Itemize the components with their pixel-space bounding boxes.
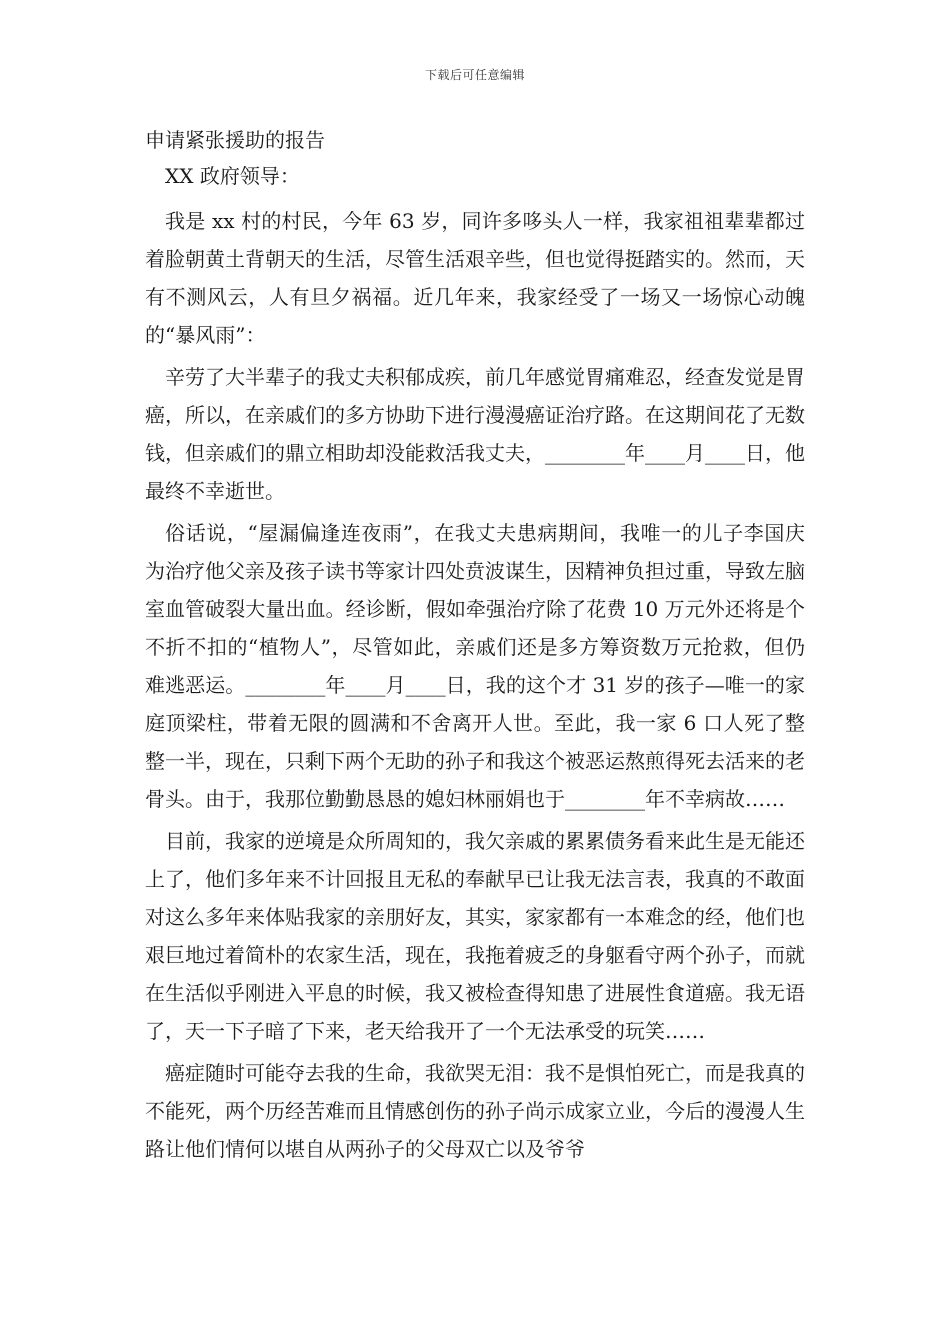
- document-body: [145, 122, 805, 1172]
- paragraph-husband: 辛劳了大半辈子的我丈夫积郁成疾，前几年感觉胃痛难忍，经查发觉是胃癌，所以，在亲戚们的多方协助下进行漫漫癌证治疗路。在这期间花了无数钱，但亲戚们的鼎立相助却没能救活我丈夫，________年____月____日，他最终不幸逝世。: [145, 365, 805, 503]
- paragraph-current-situation: 目前，我家的逆境是众所周知的，我欠亲戚的累累债务看来此生是无能还上了，他们多年来不计回报且无私的奉献早已让我无法言表，我真的不敢面对这么多年来体贴我家的亲朋好友，其实，家家都有一本难念的经，他们也艰巨地过着简朴的农家生活，现在，我拖着疲乏的身躯看守两个孙子，而就在生活似乎刚进入平息的时候，我又被检查得知患了进展性食道癌。我无语了，天一下子暗了下来，老天给我开了一个无法承受的玩笑……: [145, 829, 805, 1043]
- salutation: XX 政府领导：: [165, 164, 300, 188]
- paragraph-cancer: 癌症随时可能夺去我的生命，我欲哭无泪：我不是惧怕死亡，而是我真的不能死，两个历经苦难而且情感创伤的孙子尚示成家立业，今后的漫漫人生路让他们情何以堪自从两孙子的父母双亡以及爷爷: [145, 1061, 805, 1161]
- paragraph-intro: 我是 xx 村的村民，今年 63 岁，同许多哆头人一样，我家祖祖辈辈都过着脸朝黄土背朝天的生活，尽管生活艰辛些，但也觉得挺踏实的。然而，天有不测风云，人有旦夕祸福。近几年来，我家经受了一场又一场惊心动魄的“暴风雨”：: [145, 209, 805, 347]
- document-title: 申请紧张援助的报告: [145, 128, 325, 152]
- header-note: 下载后可任意编辑: [424, 68, 525, 82]
- paragraph-son: 俗话说，“屋漏偏逢连夜雨”，在我丈夫患病期间，我唯一的儿子李国庆为治疗他父亲及孩子读书等家计四处贲波谋生，因精神负担过重，导致左脑室血管破裂大量出血。经诊断，假如牵强治疗除了花费 10 万元外还将是个不折不扣的“植物人”，尽管如此，亲戚们还是多方筹资数万元抢救，但仍难逃恶运。________年____月____日，我的这个才 31 岁的孩子—唯一的家庭顶梁柱，带着无限的圆满和不舍离开人世。至此，我一家 6 口人死了整整一半，现在，只剩下两个无助的孙子和我这个被恶运熬煎得死去活来的老骨头。由于，我那位勤勤恳恳的媳妇林丽娟也于________年不幸病故……: [145, 521, 805, 811]
